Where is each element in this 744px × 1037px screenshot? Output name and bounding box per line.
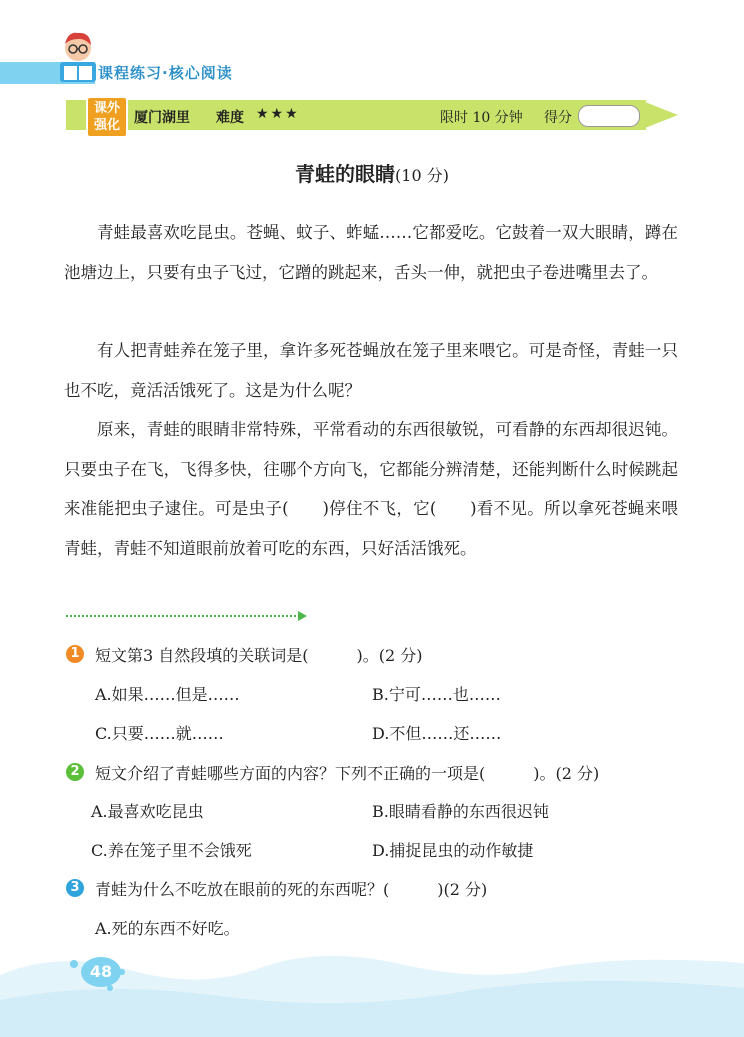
question-number-1: 1 [66,645,84,663]
question-number-3: 3 [66,879,84,897]
topic-label: 厦门湖里 [134,110,190,126]
q2-option-c[interactable]: C.养在笼子里不会饿死 [91,841,252,860]
reading-child-icon [54,28,102,84]
paragraph-1: 青蛙最喜欢吃昆虫。苍蝇、蚊子、蚱蜢……它都爱吃。它鼓着一双大眼睛，蹲在池塘边上，只要有虫子飞过，它蹭的跳起来，舌头一伸，就把虫子卷进嘴里去了。 [64,223,678,282]
q2-option-b[interactable]: B.眼睛看静的东西很迟钝 [372,802,549,821]
divider-arrow-icon [298,611,307,621]
q1-option-d[interactable]: D.不但……还…… [372,724,502,743]
paragraph-3: 原来，青蛙的眼睛非常特殊，平常看动的东西很敏锐，可看静的东西却很迟钝。只要虫子在飞，飞得多快，往哪个方向飞，它都能分辨清楚，还能判断什么时候跳起来准能把虫子逮住。可是虫子( )停住不飞，它( )看不见。所以拿死苍蝇来喂青蛙，青蛙不知道眼前放着可吃的东西，只好活活饿死。 [64,420,678,558]
section-divider [66,615,300,617]
q2-option-a[interactable]: A.最喜欢吃昆虫 [91,802,204,821]
score-field[interactable] [578,105,640,127]
difficulty-label: 难度 [216,110,244,126]
time-limit: 限时 10 分钟 [440,110,523,126]
difficulty-stars: ★★★ [256,106,300,122]
q1-option-a[interactable]: A.如果……但是…… [95,685,240,704]
question-1-text: 短文第3 自然段填的关联词是( )。(2 分) [95,646,423,665]
question-2-text: 短文介绍了青蛙哪些方面的内容？下列不正确的一项是( )。(2 分) [95,764,600,783]
article-title: 青蛙的眼睛(10 分) [295,162,449,186]
q3-option-a[interactable]: A.死的东西不好吃。 [95,919,240,938]
article-points: (10 分) [395,166,449,185]
question-3-text: 青蛙为什么不吃放在眼前的死的东西呢？( )(2 分) [95,880,488,899]
q2-option-d[interactable]: D.捕捉昆虫的动作敏捷 [372,841,534,860]
extra-practice-badge: 课外强化 [86,96,128,138]
score-label: 得分 [544,110,572,126]
paragraph-2: 有人把青蛙养在笼子里，拿许多死苍蝇放在笼子里来喂它。可是奇怪，青蛙一只也不吃，竟活活饿死了。这是为什么呢？ [64,341,678,400]
question-number-2: 2 [66,763,84,781]
q1-option-c[interactable]: C.只要……就…… [95,724,224,743]
section-title: 课程练习·核心阅读 [98,64,233,82]
page-number: 48 [81,957,121,987]
q1-option-b[interactable]: B.宁可……也…… [372,685,501,704]
info-bar-arrow [640,100,678,130]
